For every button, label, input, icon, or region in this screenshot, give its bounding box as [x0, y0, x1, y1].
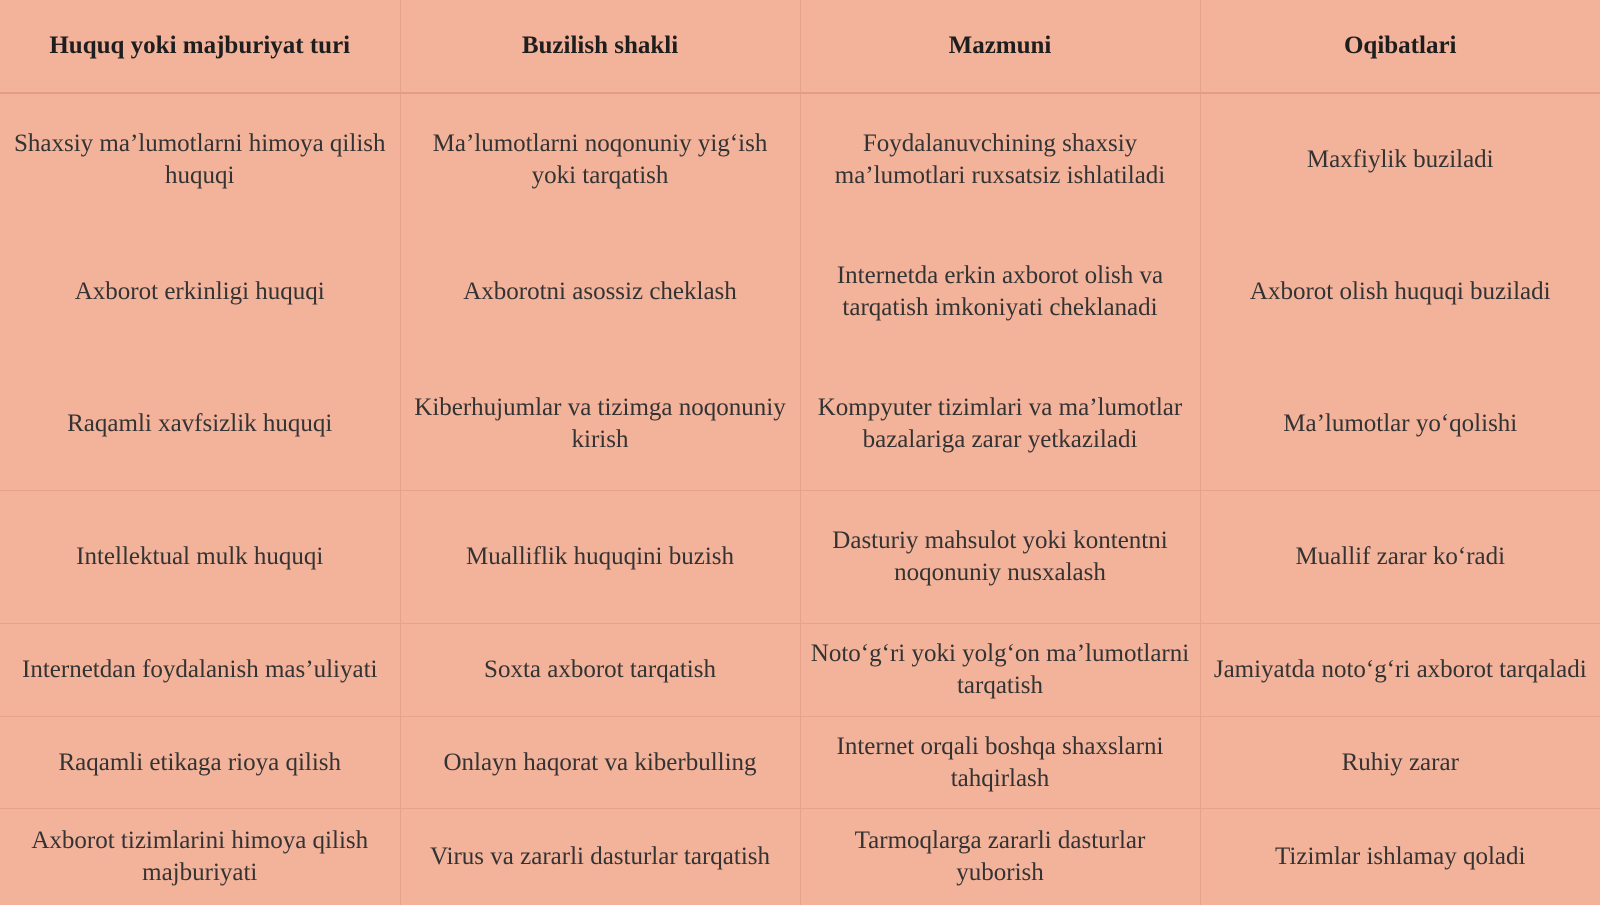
- table-cell: Axborot olish huquqi buziladi: [1200, 226, 1600, 358]
- column-header: Mazmuni: [800, 0, 1200, 93]
- table-row: [0, 226, 1600, 358]
- table-cell: Mualliflik huquqini buzish: [400, 491, 800, 624]
- table-cell: Soxta axborot tarqatish: [400, 624, 800, 717]
- table-cell: Axborot tizimlarini himoya qilish majburiyati: [0, 809, 400, 905]
- table-cell: Jamiyatda noto‘g‘ri axborot tarqaladi: [1200, 624, 1600, 717]
- table-cell: Ma’lumotlarni noqonuniy yig‘ish yoki tarqatish: [400, 93, 800, 226]
- table-cell: Virus va zararli dasturlar tarqatish: [400, 809, 800, 905]
- table-cell: Internetdan foydalanish mas’uliyati: [0, 624, 400, 717]
- table-cell: Internet orqali boshqa shaxslarni tahqirlash: [800, 717, 1200, 809]
- table-row: [0, 491, 1600, 624]
- table-cell: Muallif zarar ko‘radi: [1200, 491, 1600, 624]
- table-cell: Kiberhujumlar va tizimga noqonuniy kirish: [400, 358, 800, 491]
- table-cell: Raqamli etikaga rioya qilish: [0, 717, 400, 809]
- table-cell: Ma’lumotlar yo‘qolishi: [1200, 358, 1600, 491]
- table-cell: Maxfiylik buziladi: [1200, 93, 1600, 226]
- table-cell: Axborotni asossiz cheklash: [400, 226, 800, 358]
- table-cell: Dasturiy mahsulot yoki kontentni noqonuniy nusxalash: [800, 491, 1200, 624]
- table-cell: Ruhiy zarar: [1200, 717, 1600, 809]
- table-row: [0, 624, 1600, 717]
- table-header-row: [0, 0, 1600, 93]
- table-row: [0, 809, 1600, 905]
- table-cell: Foydalanuvchining shaxsiy ma’lumotlari ruxsatsiz ishlatiladi: [800, 93, 1200, 226]
- table-cell: Tizimlar ishlamay qoladi: [1200, 809, 1600, 905]
- table-cell: Shaxsiy ma’lumotlarni himoya qilish huquqi: [0, 93, 400, 226]
- column-header: Buzilish shakli: [400, 0, 800, 93]
- table-row: [0, 717, 1600, 809]
- table-cell: Raqamli xavfsizlik huquqi: [0, 358, 400, 491]
- table-cell: Internetda erkin axborot olish va tarqatish imkoniyati cheklanadi: [800, 226, 1200, 358]
- table-row: [0, 93, 1600, 226]
- table-cell: Axborot erkinligi huquqi: [0, 226, 400, 358]
- column-header: Oqibatlari: [1200, 0, 1600, 93]
- table-cell: Kompyuter tizimlari va ma’lumotlar bazalariga zarar yetkaziladi: [800, 358, 1200, 491]
- table-cell: Noto‘g‘ri yoki yolg‘on ma’lumotlarni tarqatish: [800, 624, 1200, 717]
- table-row: [0, 358, 1600, 491]
- table-cell: Intellektual mulk huquqi: [0, 491, 400, 624]
- column-header: Huquq yoki majburiyat turi: [0, 0, 400, 93]
- table-cell: Onlayn haqorat va kiberbulling: [400, 717, 800, 809]
- table-cell: Tarmoqlarga zararli dasturlar yuborish: [800, 809, 1200, 905]
